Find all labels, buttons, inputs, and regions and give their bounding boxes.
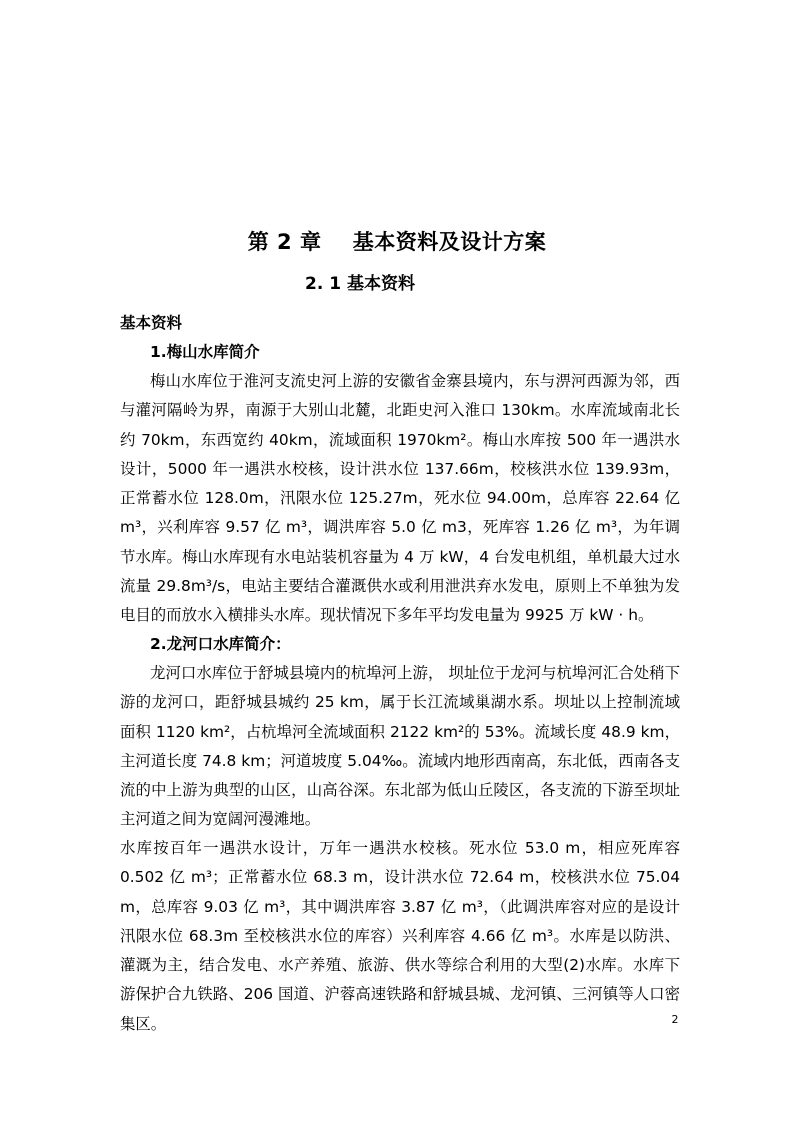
page-number: 2: [671, 1013, 679, 1026]
meishan-reservoir-heading: 1.梅山水库简介: [150, 343, 260, 361]
basic-info-heading: 基本资料: [120, 314, 183, 332]
section-title: 2. 1 基本资料: [305, 274, 415, 294]
chapter-title: 第 2 章 基本资料及设计方案: [247, 230, 547, 254]
meishan-reservoir-paragraph: 梅山水库位于淮河支流史河上游的安徽省金寨县境内，东与淠河西源为邻，西与灌河隔岭为界，南源于大别山北麓，北距史河入淮口 130km。水库流域南北长约 70km，东西宽约 40km，流域面积 1970km²。梅山水库按 500 年一遇洪水设计，5000 年一遇洪水校核，设计洪水位 137.66m，校核洪水位 139.93m，正常蓄水位 128.0m，汛限水位 125.27m，死水位 94.00m，总库容 22.64 亿 m³，兴利库容 9.57 亿 m³，调洪库容 5.0 亿 m3，死库容 1.26 亿 m³，为年调节水库。梅山水库现有水电站装机容量为 4 万 kW，4 台发电机组，单机最大过水流量 29.8m³/s，电站主要结合灌溉供水或利用泄洪弃水发电，原则上不单独为发电目的而放水入横排头水库。现状情况下多年平均发电量为 9925 万 kW · h。: [120, 372, 680, 625]
longhekou-reservoir-heading: 2.龙河口水库简介：: [150, 635, 291, 653]
longhekou-reservoir-paragraph-2: 水库按百年一遇洪水设计，万年一遇洪水校核。死水位 53.0 m，相应死库容 0.502 亿 m³；正常蓄水位 68.3 m，设计洪水位 72.64 m，校核洪水位 75.04 m，总库容 9.03 亿 m³，其中调洪库容 3.87 亿 m³，（此调洪库容对应的是设计汛限水位 68.3m 至校核洪水位的库容）兴利库容 4.66 亿 m³。水库是以防洪、灌溉为主，结合发电、水产养殖、旅游、供水等综合利用的大型(2)水库。水库下游保护合九铁路、206 国道、沪蓉高速铁路和舒城县城、龙河镇、三河镇等人口密集区。: [120, 839, 680, 1033]
longhekou-reservoir-paragraph-1: 龙河口水库位于舒城县境内的杭埠河上游， 坝址位于龙河与杭埠河汇合处稍下游的龙河口，距舒城县城约 25 km，属于长江流域巢湖水系。坝址以上控制流域面积 1120 km²，占杭埠河全流域面积 2122 km²的 53%。流域长度 48.9 km，主河道长度 74.8 km；河道坡度 5.04‰。流域内地形西南高，东北低，西南各支流的中上游为典型的山区，山高谷深。东北部为低山丘陵区，各支流的下游至坝址主河道之间为宽阔河漫滩地。: [120, 664, 680, 829]
